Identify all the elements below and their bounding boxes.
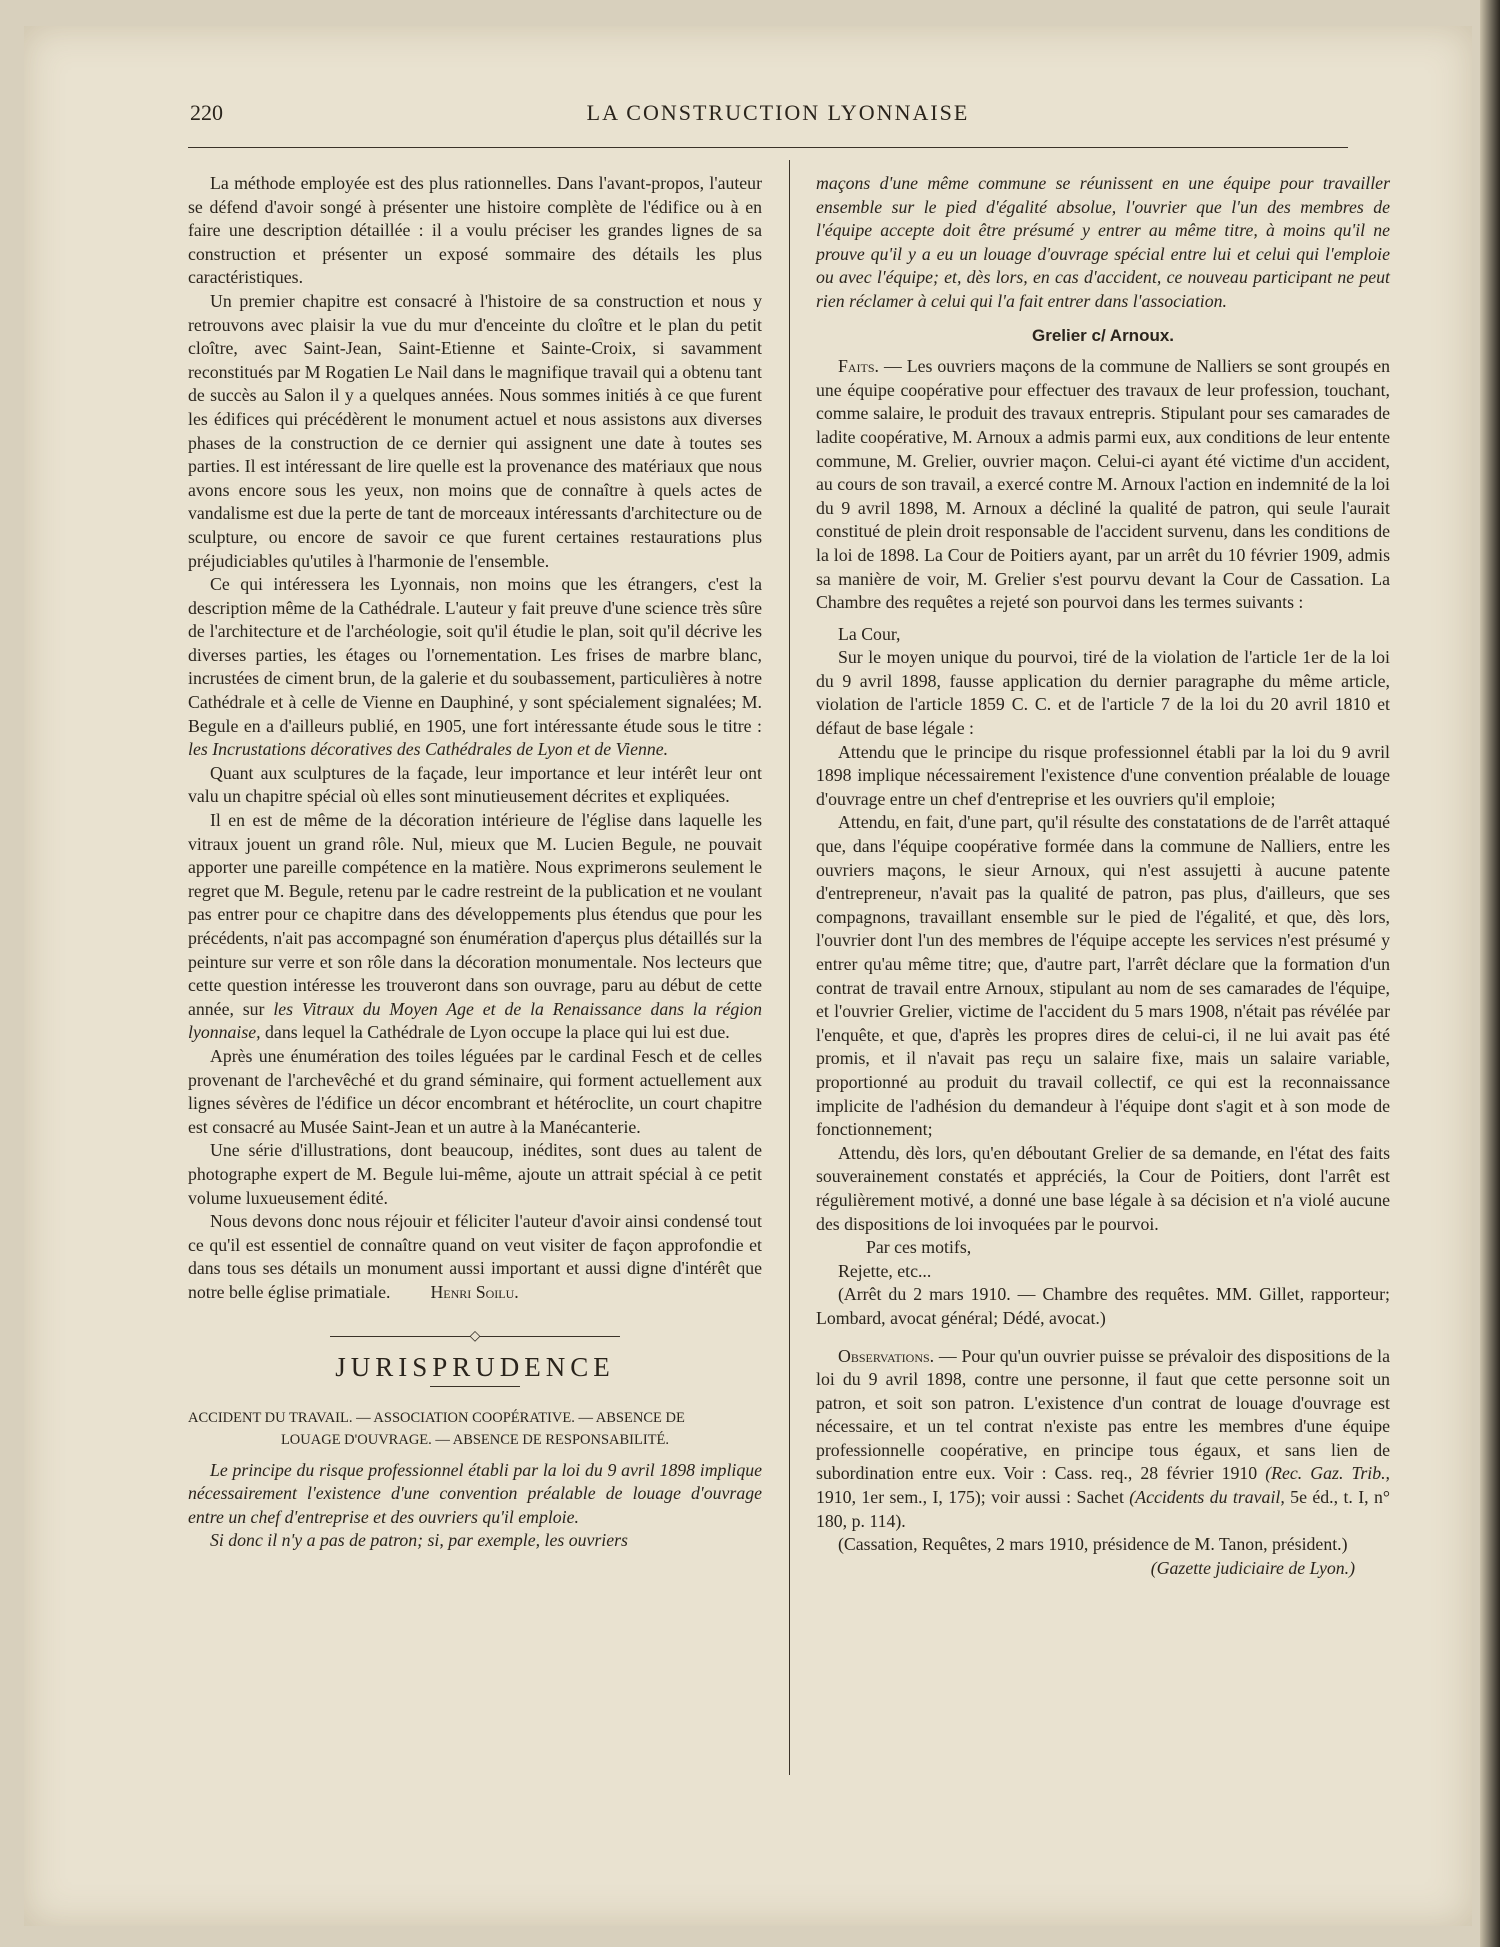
case-title: Grelier c/ Arnoux. (1031, 325, 1175, 345)
source-citation: (Gazette judiciaire de Lyon.) (1150, 1557, 1355, 1578)
paragraph: Il en est de même de la décoration intérieure de l'église dans laquelle les vitraux jouent un grand rôle. Nul, mieux que M. Lucien Begule, ne pouvait apporter une pareille compétence en la matière. Nous exprimerons seulement le regret que M. Begule, retenu par le cadre restreint de la publication et ne voulant pas entrer pour ce chapitre dans des développements plus étendus que pour les précédents, n'ait pas accompagné son énumération d'aperçus plus détaillés sur la peinture sur verre et son rôle dans la décoration monumentale. Nos lecteurs que cette question intéresse les trouveront dans son ouvrage, paru au début de cette année, sur les Vitraux du Moyen Age et de la Renaissance dans la région lyonnaise, dans lequel la Cathédrale de Lyon occupe la place qui lui est due. (188, 810, 762, 1043)
paragraph-faits: Faits. — Les ouvriers maçons de la commune de Nalliers se sont groupés en une équipe coopérative pour effectuer des travaux de leur profession, touchant, comme salaire, le produit des travaux entrepris. Stipulant pour ses camarades de ladite coopérative, M. Arnoux a admis parmi eux, aux conditions de leur entente commune, M. Grelier, ouvrier maçon. Celui-ci ayant été victime d'un accident, au cours de son travail, a exercé contre M. Arnoux l'action en indemnité de la loi du 9 avril 1898, M. Arnoux a décliné la qualité de patron, qui seule l'aurait constitué de plein droit responsable de l'accident survenu, dans les conditions de la loi de 1898. La Cour de Poitiers ayant, par un arrêt du 10 février 1909, admis sa manière de voir, M. Grelier s'est pourvu devant la Cour de Cassation. La Chambre des requêtes a rejeté son pourvoi dans les termes suivants : (816, 356, 1390, 613)
observations: Observations. — Pour qu'un ouvrier puisse se prévaloir des dispositions de la loi du 9 avril 1898, contre une personne, il faut que cette personne soit un patron, et soit son patron. L'existence d'un contrat de louage d'ouvrage est nécessaire, et un tel contrat n'existe pas entre les membres d'une équipe professionnelle coopérative, en principe tous égaux, et sans lien de subordination entre eux. Voir : Cass. req., 28 février 1910 (Rec. Gaz. Trib., 1910, 1er sem., I, 175); voir aussi : Sachet (Accidents du travail, 5e éd., t. I, n° 180, p. 114). (816, 1345, 1390, 1531)
paragraph: Attendu que le principe du risque professionnel établi par la loi du 9 avril 1898 implique nécessairement l'existence d'une convention préalable de louage d'ouvrage entre un chef d'entreprise et les ouvriers qu'il emploie; (816, 741, 1390, 809)
paragraph: Après une énumération des toiles léguées par le cardinal Fesch et de celles provenant de l'archevêché et du grand séminaire, qui forment actuellement aux lignes sévères de l'édifice un décor encombrant et hétéroclite, un court chapitre est consacré au Musée Saint-Jean et un autre à la Manécanterie. (188, 1045, 762, 1137)
paragraph: Nous devons donc nous réjouir et féliciter l'auteur d'avoir ainsi condensé tout ce qu'il est essentiel de connaître quand on veut visiter de façon approfondie et dans tous ses détails un monument aussi important et aussi digne d'intérêt que notre belle église primatiale. Henri Soilu. (188, 1211, 762, 1302)
author-signature: Henri Soilu. (430, 1281, 519, 1302)
page-header (190, 100, 1366, 138)
paragraph: La méthode employée est des plus rationnelles. Dans l'avant-propos, l'auteur se défend d'avoir songé à présenter une histoire complète de l'édifice ou à en faire une description détaillée : il a voulu préciser les grandes lignes de sa construction et présenter un exposé sommaire des détails les plus caractéristiques. (188, 173, 762, 288)
book-title: les Incrustations décoratives des Cathédrales de Lyon et de Vienne. (188, 739, 669, 760)
paragraph: Une série d'illustrations, dont beaucoup, inédites, sont dues au talent de photographe expert de M. Begule lui-même, ajoute un attrait spécial à ce petit volume luxueusement édité. (188, 1140, 762, 1208)
cassation-citation: (Cassation, Requêtes, 2 mars 1910, présidence de M. Tanon, président.) (838, 1534, 1348, 1555)
case-summary: Le principe du risque professionnel établi par la loi du 9 avril 1898 implique nécessairement l'existence d'une convention préalable de louage d'ouvrage entre un chef d'entreprise et des ouvriers qu'il emploie. (188, 1459, 762, 1527)
book-edge (1480, 0, 1500, 1947)
section-rule (430, 1386, 520, 1387)
section-title: JURISPRUDENCE (335, 1352, 615, 1383)
rejette: Rejette, etc... (838, 1260, 932, 1281)
paragraph: Ce qui intéressera les Lyonnais, non moins que les étrangers, c'est la description même de la Cathédrale. L'auteur y fait preuve d'une science très sûre de l'architecture et de l'archéologie, soit qu'il étudie le plan, soit qu'il décrive les diverses parties, les étages ou l'ornementation. Les frises de marbre blanc, incrustées de ciment brun, de la galerie et du soubassement, particulières à notre Cathédrale et à celle de Vienne en Dauphiné, y sont spécialement signalées; M. Begule en a d'ailleurs publié, en 1905, une fort intéressante étude sous le titre : les Incrustations décoratives des Cathédrales de Lyon et de Vienne. (188, 574, 762, 760)
section-ornament: ◇ (188, 1325, 762, 1349)
case-summary: Si donc il n'y a pas de patron; si, par exemple, les ouvriers (210, 1530, 628, 1551)
case-summary-continued: maçons d'une même commune se réunissent en une équipe pour travailler ensemble sur le pied d'égalité absolue, l'ouvrier que l'un des membres de l'équipe accepte doit être présumé y entrer au même titre, à moins qu'il ne prouve qu'il y a eu un louage d'ouvrage spécial entre lui et celui qui l'emploie ou avec l'équipe; et, dès lors, en cas d'accident, ce nouveau participant ne peut rien réclamer à celui qui l'a fait entrer dans l'association. (816, 173, 1390, 311)
paragraph: Un premier chapitre est consacré à l'histoire de sa construction et nous y retrouvons avec plaisir la vue du mur d'enceinte du cloître et le plan du petit cloître, avec Saint-Jean, Saint-Etienne et Sainte-Croix, si savamment reconstitués par M Rogatien Le Nail dans le magnifique travail qui a obtenu tant de succès au Salon il y a quelques années. Nous sommes initiés à ce que furent les édifices qui précédèrent le monument actuel et nous assistons aux diverses phases de la construction de ce dernier qui assignent une date à toutes ses parties. Il est intéressant de lire quelle est la provenance des matériaux que nous avons encore sous les yeux, non moins que de connaître à quels actes de vandalisme est due la perte de tant de morceaux intéressants d'architecture ou de sculpture, ou encore de savoir ce que furent certaines restaurations plus préjudiciables qu'utiles à l'harmonie de l'ensemble. (188, 290, 762, 571)
paragraph: Quant aux sculptures de la façade, leur importance et leur intérêt leur ont valu un chapitre spécial où elles sont minutieusement décrites et expliquées. (188, 762, 762, 807)
column-divider (789, 160, 790, 1775)
arret-citation: (Arrêt du 2 mars 1910. — Chambre des requêtes. MM. Gillet, rapporteur; Lombard, avocat général; Dédé, avocat.) (816, 1284, 1390, 1328)
left-column (188, 172, 762, 1553)
right-column (816, 172, 1390, 1580)
paragraph: Sur le moyen unique du pourvoi, tiré de la violation de l'article 1er de la loi du 9 avril 1898, fausse application du dernier paragraphe du même article, violation de l'article 1859 C. C. et de l'article 7 de la loi du 20 avril 1810 et défaut de base légale : (816, 647, 1390, 739)
book-title: les Vitraux du Moyen Age et de la Renaissance dans la région lyonnaise, (188, 998, 762, 1043)
page-number: 220 (190, 100, 223, 125)
court-opening: La Cour, (838, 623, 901, 644)
case-heading: ACCIDENT DU TRAVAIL. — ASSOCIATION COOPÉRATIVE. — ABSENCE DE LOUAGE D'OUVRAGE. — ABSENCE DE RESPONSABILITÉ. (188, 1409, 685, 1448)
par-ces-motifs: Par ces motifs, (866, 1237, 972, 1258)
header-rule (188, 147, 1348, 148)
paragraph: Attendu, en fait, d'une part, qu'il résulte des constatations de de l'arrêt attaqué que, dans l'équipe coopérative formée dans la commune de Nalliers, entre les ouvriers maçons, le sieur Arnoux, qui n'est assujetti à aucune patente d'entrepreneur, n'avait pas la qualité de patron, pas plus, d'ailleurs, que ses compagnons, travaillant ensemble sur le pied de l'égalité, et que, dès lors, l'ouvrier dont l'un des membres de l'équipe accepte les services n'est présumé y entrer qu'au même titre; que, d'autre part, l'arrêt déclare que la formation d'un contrat de travail entre Arnoux, stipulant au nom de ses camarades de l'équipe, et l'ouvrier Grelier, victime de l'accident du 5 mars 1908, n'était pas révélée par l'enquête, et que, d'après les propres dires de celui-ci, il ne lui avait pas été promis, et il n'avait pas reçu un salaire fixe, mais un salaire variable, proportionné au produit du travail collectif, ce qui est la reconnaissance implicite de l'adhésion du demandeur à l'équipe dont s'agit et à son mode de fonctionnement; (816, 812, 1390, 1140)
paragraph: Attendu, dès lors, qu'en déboutant Grelier de sa demande, en l'état des faits souverainement constatés et appréciés, la Cour de Poitiers, dont l'arrêt est régulièrement motivé, a donné une base légale à sa décision et n'a violé aucune des dispositions de loi invoquées par le pourvoi. (816, 1142, 1390, 1234)
running-title: LA CONSTRUCTION LYONNAISE (586, 100, 970, 125)
